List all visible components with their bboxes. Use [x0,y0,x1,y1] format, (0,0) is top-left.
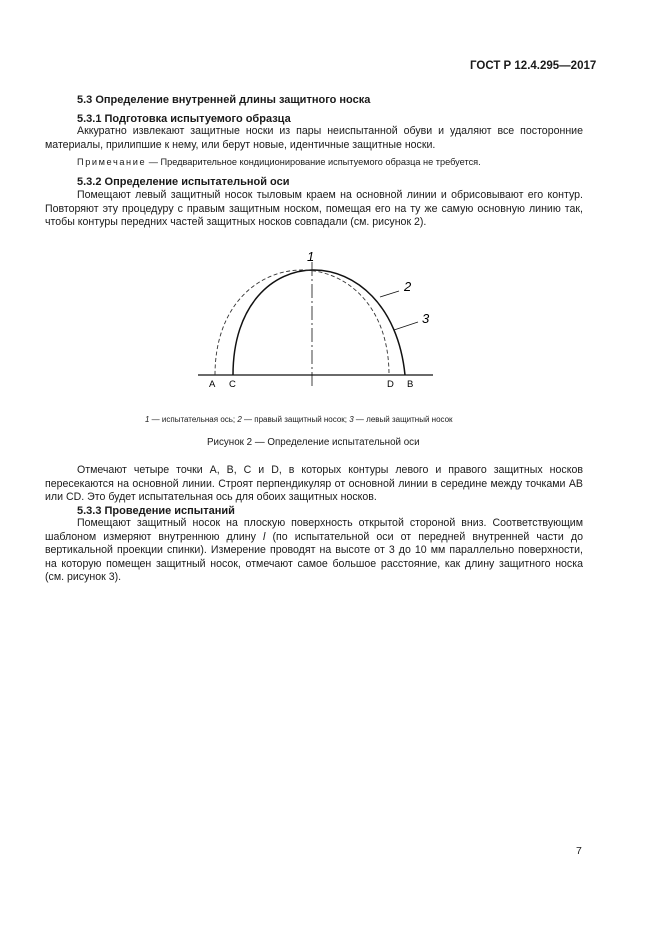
document-header: ГОСТ Р 12.4.295—2017 [470,60,597,72]
legend-text-1: — испытательная ось; [149,415,238,424]
legend-key-2: 2 [237,415,242,424]
paragraph-5-3-2-a: Помещают левый защитный носок тыловым краем на основной линии и обрисовывают его контур. Повторяют эту процедуру с правым защитным носком, помещая его на ту же самую основную линию так, чтобы контуры передних частей защитных носков совпадали (см. рисунок 2). [45,189,583,229]
leader-2 [380,291,399,297]
point-c: C [229,379,236,390]
subsection-title-5-3-3: 5.3.3 Проведение испытаний [77,505,235,517]
subsection-title-5-3-2: 5.3.2 Определение испытательной оси [77,176,290,188]
paragraph-5-3-2-b: Отмечают четыре точки A, B, C и D, в которых контуры левого и правого защитных носков пересекаются на основной линии. Строят перпендикуляр от основной линии в середине между точками AB или CD. Это будет испытательная ось для обоих защитных носков. [45,464,583,504]
note [77,157,583,167]
figure-2-diagram [180,245,460,395]
legend-key-3: 3 [349,415,354,424]
legend-text-2: — правый защитный носок; [241,415,350,424]
paragraph-5-3-3-part-b: (по испытательной оси от передней внутренней части до вертикальной проекции спинки). Измерение проводят на высоте от 3 до 10 мм параллельно поверхности, на которую помещен защитный носок, отмечают самое большое расстояние, как длину защитного носка (см. рисунок 3). [45,530,583,584]
note-label: Примечание [77,157,147,167]
section-title: 5.3 Определение внутренней длины защитного носка [77,94,371,106]
paragraph-5-3-3-part-a: Помещают защитный носок на плоскую поверхность открытой стороной вниз. Соответствующим шаблоном измеряют внутреннюю длину [45,517,583,543]
length-symbol: l [263,530,266,543]
label-3: 3 [422,311,430,326]
paragraph-5-3-1: Аккуратно извлекают защитные носки из пары неиспытанной обуви и удаляют все посторонние материалы, прилипшие к нему, или берут новые, идентичные защитные носки. [45,125,583,151]
legend-key-1: 1 [145,415,150,424]
paragraph-5-3-3 [45,517,583,585]
point-d: D [387,379,394,390]
label-1: 1 [307,249,315,264]
leader-3 [394,322,418,330]
label-2: 2 [404,279,412,294]
point-b: B [407,379,414,390]
figure-title: Рисунок 2 — Определение испытательной оси [207,437,420,448]
point-a: A [209,379,216,390]
note-text: — Предварительное кондиционирование испытуемого образца не требуется. [146,157,481,167]
legend-text-3: — левый защитный носок [353,415,453,424]
right-toe-cap-contour [233,270,405,375]
subsection-title-5-3-1: 5.3.1 Подготовка испытуемого образца [77,113,291,125]
figure-legend [145,415,453,424]
page-number: 7 [576,845,582,857]
left-toe-cap-contour [215,270,389,375]
